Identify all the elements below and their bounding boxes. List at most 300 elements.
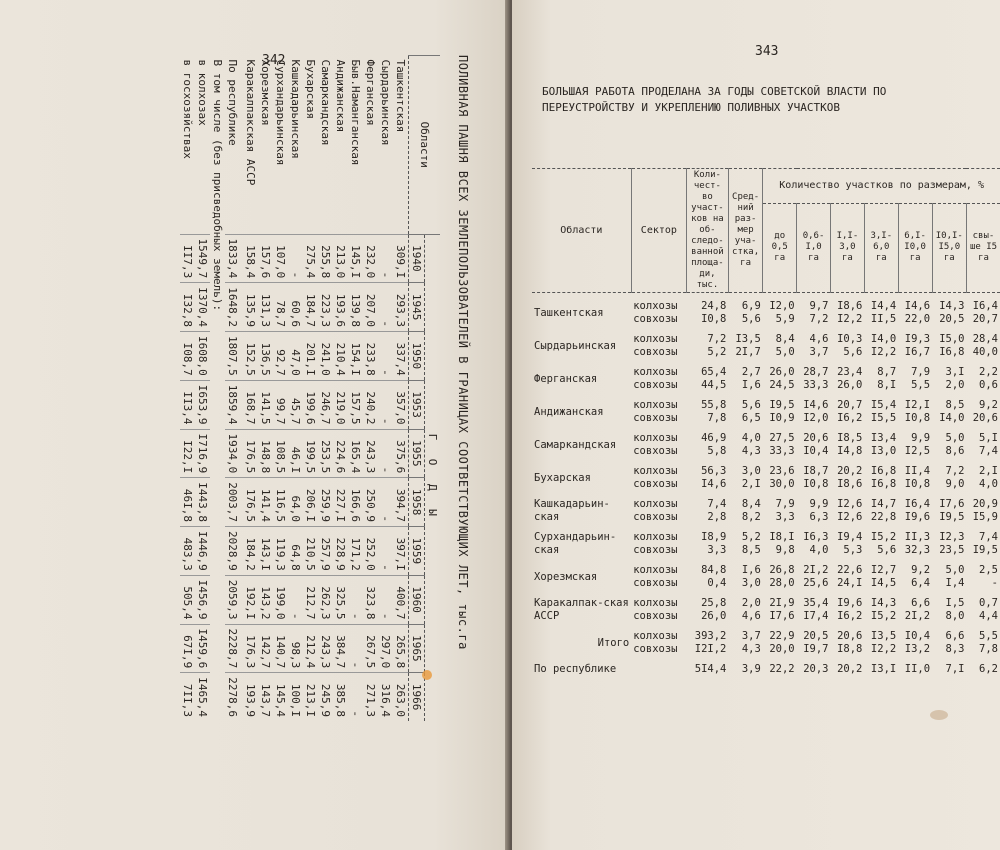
value-cell: I3,I bbox=[870, 663, 897, 675]
table-row bbox=[378, 56, 393, 722]
value-cell: 1859,4 bbox=[225, 380, 243, 429]
value-cell: I2,7 bbox=[870, 564, 897, 576]
row-gap bbox=[532, 392, 1000, 399]
value-cell: 64,0 bbox=[288, 478, 303, 527]
value-cell: 22,2 bbox=[769, 663, 795, 675]
value-cell: 176,3 bbox=[243, 624, 258, 673]
value-cell: 4,0 bbox=[741, 432, 761, 444]
region-name: Ташкентская bbox=[534, 306, 604, 319]
value-cell: 9,2 bbox=[911, 564, 931, 576]
value-cell: 4,0 bbox=[809, 544, 829, 556]
value-cell: 5,0 bbox=[945, 432, 965, 444]
value-cell: 108,5 bbox=[273, 429, 288, 478]
value-cell: 252,0 bbox=[363, 527, 378, 576]
value-cell: 5I4,4 bbox=[694, 663, 727, 675]
header-years-group: Г О Д Ы bbox=[425, 234, 441, 721]
region-name: Бухарская bbox=[534, 471, 591, 484]
value-cell: - bbox=[378, 478, 393, 527]
value-cell: 213,I bbox=[303, 673, 318, 721]
value-cell: 47,0 bbox=[288, 332, 303, 381]
value-cell: I2I,2 bbox=[694, 643, 727, 655]
value-cell: 5,9 bbox=[775, 313, 795, 325]
value-cell: 8,6 bbox=[945, 445, 965, 457]
row-gap bbox=[532, 656, 1000, 663]
note-label: В том числе (без присведобных земель): bbox=[211, 59, 224, 312]
region-name: Итого bbox=[597, 636, 630, 649]
value-cell: 28,4 bbox=[972, 333, 998, 345]
sector-label: совхозы bbox=[633, 379, 678, 391]
value-cell: 6,2 bbox=[979, 663, 998, 675]
value-cell: 9,9 bbox=[911, 432, 931, 444]
total-label: По республике bbox=[534, 663, 617, 675]
value-cell: 55,8 bbox=[701, 399, 727, 411]
value-cell: I5,9 bbox=[972, 511, 998, 523]
value-cell: 240,2 bbox=[363, 380, 378, 429]
value-cell: 20,5 bbox=[939, 313, 965, 325]
value-cell: 22,0 bbox=[904, 313, 931, 325]
value-cell: I2,2 bbox=[837, 313, 863, 325]
size-header: 0,6-I,0 га bbox=[797, 203, 831, 292]
value-cell: I6,8 bbox=[939, 346, 965, 358]
table-row bbox=[532, 498, 1000, 511]
value-cell: 5,5 bbox=[911, 379, 931, 391]
value-cell: 2,0 bbox=[741, 597, 761, 609]
value-cell: I6,2 bbox=[837, 412, 863, 424]
total-row bbox=[532, 663, 1000, 676]
value-cell: 20,3 bbox=[803, 663, 829, 675]
value-cell: 3,7 bbox=[741, 630, 761, 642]
table-row bbox=[532, 333, 1000, 346]
value-cell: 84,8 bbox=[701, 564, 727, 576]
value-cell: 263,0 bbox=[393, 673, 409, 721]
value-cell: I2,0 bbox=[803, 412, 829, 424]
value-cell: 7,8 bbox=[979, 643, 998, 655]
value-cell: I4,5 bbox=[870, 577, 897, 589]
value-cell: 35,4 bbox=[803, 597, 829, 609]
value-cell: I9,5 bbox=[972, 544, 998, 556]
value-cell: I6,8 bbox=[870, 465, 897, 477]
value-cell: 56,3 bbox=[701, 465, 727, 477]
value-cell: 5,6 bbox=[741, 313, 761, 325]
table-row bbox=[532, 366, 1000, 379]
row-gap bbox=[532, 326, 1000, 333]
value-cell: I5,2 bbox=[870, 610, 897, 622]
value-cell: 483,3 bbox=[180, 527, 195, 576]
sector-label: колхозы bbox=[633, 432, 678, 444]
value-cell: 148,8 bbox=[258, 429, 273, 478]
region-name: Сурхандарьинская bbox=[274, 59, 287, 166]
value-cell: I,6 bbox=[741, 564, 761, 576]
sector-label: совхозы bbox=[633, 544, 678, 556]
value-cell: I0,8 bbox=[701, 313, 727, 325]
value-cell: - bbox=[378, 380, 393, 429]
value-cell: - bbox=[991, 577, 998, 589]
table-row bbox=[348, 56, 363, 722]
value-cell: 212,4 bbox=[303, 624, 318, 673]
value-cell: 5,6 bbox=[741, 399, 761, 411]
region-name: Бухарская bbox=[304, 59, 317, 120]
value-cell: I608,0 bbox=[195, 332, 210, 381]
value-cell: I7,6 bbox=[939, 498, 965, 510]
sector-label: совхозы bbox=[633, 478, 678, 490]
region-name: в госхозяйствах bbox=[181, 59, 194, 159]
row-gap bbox=[532, 293, 1000, 301]
sector-label: колхозы bbox=[633, 498, 678, 510]
value-cell: I4,6 bbox=[803, 399, 829, 411]
value-cell: 64,8 bbox=[288, 527, 303, 576]
right-page-title: БОЛЬШАЯ РАБОТА ПРОДЕЛАНА ЗА ГОДЫ СОВЕТСКОЙ ВЛАСТИ ПО ПЕРЕУСТРОЙСТВУ И УКРЕПЛЕНИЮ ПОЛИВНЫХ УЧАСТКОВ bbox=[542, 85, 887, 114]
row-gap bbox=[532, 524, 1000, 531]
value-cell: I9,4 bbox=[837, 531, 863, 543]
year-header: 1959 bbox=[409, 527, 425, 576]
value-cell: 20,6 bbox=[837, 630, 863, 642]
value-cell: 1807,5 bbox=[225, 332, 243, 381]
value-cell: 40,0 bbox=[972, 346, 998, 358]
value-cell: I0,4 bbox=[803, 445, 829, 457]
value-cell: 143,7 bbox=[258, 673, 273, 721]
value-cell: I2,2 bbox=[870, 643, 897, 655]
value-cell: 20,5 bbox=[803, 630, 829, 642]
table-row bbox=[180, 56, 195, 722]
value-cell: I4,6 bbox=[701, 478, 727, 490]
value-cell: 8,3 bbox=[945, 643, 965, 655]
value-cell: 309,I bbox=[393, 234, 409, 283]
value-cell: I7,6 bbox=[769, 610, 795, 622]
value-cell: 199,6 bbox=[303, 380, 318, 429]
value-cell: 6,3 bbox=[809, 511, 829, 523]
sector-label: совхозы bbox=[633, 610, 678, 622]
value-cell: I9,7 bbox=[803, 643, 829, 655]
value-cell: 316,4 bbox=[378, 673, 393, 721]
value-cell: 246,7 bbox=[318, 380, 333, 429]
value-cell: 207,0 bbox=[363, 283, 378, 332]
value-cell: 3,3 bbox=[707, 544, 727, 556]
value-cell: II,3 bbox=[904, 531, 931, 543]
value-cell: 5,0 bbox=[945, 564, 965, 576]
sector-label: колхозы bbox=[633, 630, 678, 642]
value-cell: 5,3 bbox=[843, 544, 863, 556]
table-row bbox=[333, 56, 348, 722]
value-cell: I4,6 bbox=[904, 300, 931, 312]
region-name: Андижанская bbox=[534, 405, 604, 418]
value-cell: 2028,9 bbox=[225, 527, 243, 576]
value-cell: 176,5 bbox=[243, 478, 258, 527]
irrigated-land-table bbox=[180, 55, 440, 721]
year-header: 1940 bbox=[409, 234, 425, 283]
value-cell: 7,2 bbox=[809, 313, 829, 325]
value-cell: 152,5 bbox=[243, 332, 258, 381]
value-cell: II,0 bbox=[904, 663, 931, 675]
header-regions: Области bbox=[409, 56, 441, 235]
value-cell: I,5 bbox=[945, 597, 965, 609]
value-cell: 384,7 bbox=[333, 624, 348, 673]
value-cell: 2I,2 bbox=[803, 564, 829, 576]
value-cell: 219,0 bbox=[333, 380, 348, 429]
value-cell: 20,2 bbox=[837, 465, 863, 477]
value-cell: 2,5 bbox=[979, 564, 998, 576]
value-cell: II,4 bbox=[904, 465, 931, 477]
size-header: 3,I-6,0 га bbox=[864, 203, 898, 292]
value-cell: 400,7 bbox=[393, 575, 409, 624]
region-name: Каракалпак-ская АССР bbox=[534, 597, 629, 622]
value-cell: 206,I bbox=[303, 478, 318, 527]
region-name: Быв.Наманганская bbox=[349, 59, 362, 166]
value-cell: 397,I bbox=[393, 527, 409, 576]
page-number-left: 342 bbox=[262, 53, 286, 68]
row-gap bbox=[532, 491, 1000, 498]
value-cell: I4,8 bbox=[837, 445, 863, 457]
value-cell: 46,I bbox=[288, 429, 303, 478]
plots-table bbox=[532, 168, 1000, 676]
region-name: Ферганская bbox=[534, 372, 598, 385]
size-header: до 0,5 га bbox=[763, 203, 797, 292]
value-cell: 135,9 bbox=[243, 283, 258, 332]
value-cell: 67I,9 bbox=[180, 624, 195, 673]
year-header: 1953 bbox=[409, 380, 425, 429]
value-cell: 243,3 bbox=[363, 429, 378, 478]
table-row bbox=[532, 630, 1000, 643]
size-header: I0,I-I5,0 га bbox=[932, 203, 966, 292]
value-cell: 22,6 bbox=[837, 564, 863, 576]
value-cell: 1648,2 bbox=[225, 283, 243, 332]
value-cell: 2,7 bbox=[741, 366, 761, 378]
value-cell: 2I,9 bbox=[769, 597, 795, 609]
right-page bbox=[512, 0, 1000, 850]
left-table-body bbox=[180, 56, 409, 722]
value-cell: 157,5 bbox=[348, 380, 363, 429]
value-cell: - bbox=[378, 234, 393, 283]
value-cell: 26,8 bbox=[769, 564, 795, 576]
table-row bbox=[258, 56, 273, 722]
size-header: 6,I-I0,0 га bbox=[898, 203, 932, 292]
sector-label: колхозы bbox=[633, 531, 678, 543]
value-cell: 7,4 bbox=[707, 498, 727, 510]
header-count: Коли-чест-во участ-ков на об-следо-ванной площа-ди, тыс. bbox=[686, 169, 728, 293]
region-name: в колхозах bbox=[196, 59, 209, 126]
value-cell: 23,6 bbox=[769, 465, 795, 477]
value-cell: 26,0 bbox=[701, 610, 727, 622]
value-cell: 8,5 bbox=[945, 399, 965, 411]
value-cell: 3,I bbox=[945, 366, 965, 378]
table-row bbox=[303, 56, 318, 722]
value-cell: 65,4 bbox=[701, 366, 727, 378]
value-cell: 8,0 bbox=[945, 610, 965, 622]
value-cell: II7,3 bbox=[180, 234, 195, 283]
header-sector: Сектор bbox=[631, 169, 686, 293]
table-row bbox=[273, 56, 288, 722]
value-cell: I4,7 bbox=[870, 498, 897, 510]
value-cell: 212,7 bbox=[303, 575, 318, 624]
value-cell: 6,5 bbox=[741, 412, 761, 424]
value-cell: 2228,7 bbox=[225, 624, 243, 673]
value-cell: 176,5 bbox=[243, 429, 258, 478]
value-cell: 255,8 bbox=[318, 234, 333, 283]
paper-stain bbox=[930, 710, 948, 720]
value-cell: 78,7 bbox=[273, 283, 288, 332]
value-cell: 100,I bbox=[288, 673, 303, 721]
value-cell: 199,5 bbox=[303, 429, 318, 478]
value-cell: 20,7 bbox=[972, 313, 998, 325]
value-cell: 265,8 bbox=[393, 624, 409, 673]
value-cell: 46I,8 bbox=[180, 478, 195, 527]
value-cell: 394,7 bbox=[393, 478, 409, 527]
value-cell: I7,4 bbox=[803, 610, 829, 622]
value-cell: 7,4 bbox=[979, 445, 998, 457]
sector-label: колхозы bbox=[633, 399, 678, 411]
value-cell: 199,0 bbox=[273, 575, 288, 624]
value-cell: - bbox=[348, 575, 363, 624]
value-cell: 166,6 bbox=[348, 478, 363, 527]
row-gap bbox=[532, 557, 1000, 564]
value-cell: I3,4 bbox=[870, 432, 897, 444]
value-cell: 323,8 bbox=[363, 575, 378, 624]
year-header: 1955 bbox=[409, 429, 425, 478]
value-cell: 6,4 bbox=[911, 577, 931, 589]
value-cell: 5,2 bbox=[707, 346, 727, 358]
value-cell: 7,2 bbox=[707, 333, 727, 345]
value-cell: 271,3 bbox=[363, 673, 378, 721]
value-cell: 7II,3 bbox=[180, 673, 195, 721]
value-cell: 2278,6 bbox=[225, 673, 243, 721]
value-cell: 165,4 bbox=[348, 429, 363, 478]
value-cell: 158,4 bbox=[243, 234, 258, 283]
value-cell: - bbox=[288, 234, 303, 283]
value-cell: I6,4 bbox=[904, 498, 931, 510]
value-cell: I3,5 bbox=[735, 333, 761, 345]
value-cell: I22,I bbox=[180, 429, 195, 478]
paper-stain bbox=[422, 670, 432, 680]
value-cell: 9,8 bbox=[775, 544, 795, 556]
value-cell: 3,9 bbox=[741, 663, 761, 675]
value-cell: 22,8 bbox=[870, 511, 897, 523]
value-cell: 154,I bbox=[348, 332, 363, 381]
value-cell: 9,2 bbox=[979, 399, 998, 411]
value-cell: I4,3 bbox=[870, 597, 897, 609]
value-cell: 140,7 bbox=[273, 624, 288, 673]
region-name: Кашкадарьин-ская bbox=[534, 498, 610, 523]
value-cell: I459,6 bbox=[195, 624, 210, 673]
value-cell: I5,2 bbox=[870, 531, 897, 543]
value-cell: 201,I bbox=[303, 332, 318, 381]
value-cell: 157,6 bbox=[258, 234, 273, 283]
value-cell: I5,4 bbox=[870, 399, 897, 411]
value-cell: 107,0 bbox=[273, 234, 288, 283]
value-cell: I456,9 bbox=[195, 575, 210, 624]
value-cell: 24,I bbox=[837, 577, 863, 589]
value-cell: 25,8 bbox=[701, 597, 727, 609]
region-name: Самаркандская bbox=[319, 59, 332, 146]
table-row bbox=[243, 56, 258, 722]
value-cell: 141,5 bbox=[258, 380, 273, 429]
region-name: Ферганская bbox=[364, 59, 377, 126]
value-cell: 257,9 bbox=[318, 527, 333, 576]
value-cell: 262,3 bbox=[318, 575, 333, 624]
value-cell: 143,I bbox=[258, 527, 273, 576]
value-cell: I0,8 bbox=[904, 478, 931, 490]
value-cell: 4,3 bbox=[741, 643, 761, 655]
value-cell: 24,8 bbox=[701, 300, 727, 312]
value-cell: I4,3 bbox=[939, 300, 965, 312]
size-header: I,I-3,0 га bbox=[831, 203, 865, 292]
value-cell: - bbox=[378, 283, 393, 332]
value-cell: 145,I bbox=[348, 234, 363, 283]
value-cell: 293,3 bbox=[393, 283, 409, 332]
region-name: Хорезмская bbox=[534, 570, 598, 583]
value-cell: 8,4 bbox=[741, 498, 761, 510]
value-cell: 4,4 bbox=[979, 610, 998, 622]
value-cell: I5,0 bbox=[939, 333, 965, 345]
value-cell: I0,4 bbox=[904, 630, 931, 642]
table-row bbox=[532, 432, 1000, 445]
header-size-group: Количество участков по размерам, % bbox=[763, 169, 1000, 204]
value-cell: - bbox=[348, 673, 363, 721]
value-cell: 98,3 bbox=[288, 624, 303, 673]
value-cell: 259,9 bbox=[318, 478, 333, 527]
value-cell: I653,9 bbox=[195, 380, 210, 429]
value-cell: I2,2 bbox=[870, 346, 897, 358]
region-name: Самаркандская bbox=[534, 438, 617, 451]
table-row bbox=[532, 531, 1000, 544]
value-cell: 6,9 bbox=[741, 300, 761, 312]
value-cell: 28,0 bbox=[769, 577, 795, 589]
value-cell: 192,I bbox=[243, 575, 258, 624]
value-cell: 28,7 bbox=[803, 366, 829, 378]
size-header: свы-ше I5 га bbox=[966, 203, 1000, 292]
value-cell: 375,6 bbox=[393, 429, 409, 478]
value-cell: I2,6 bbox=[837, 511, 863, 523]
value-cell: - bbox=[378, 527, 393, 576]
value-cell: 4,6 bbox=[741, 610, 761, 622]
row-gap bbox=[532, 590, 1000, 597]
table-row bbox=[532, 465, 1000, 478]
sector-label: совхозы bbox=[633, 412, 678, 424]
value-cell: 337,4 bbox=[393, 332, 409, 381]
value-cell: I9,5 bbox=[939, 511, 965, 523]
value-cell: I9,6 bbox=[837, 597, 863, 609]
value-cell: - bbox=[378, 332, 393, 381]
value-cell: 4,3 bbox=[741, 445, 761, 457]
value-cell: 4,0 bbox=[979, 478, 998, 490]
region-name: Каракалпакская АССР bbox=[244, 59, 257, 186]
value-cell: 33,3 bbox=[769, 445, 795, 457]
value-cell: 184,2 bbox=[243, 527, 258, 576]
value-cell: 26,0 bbox=[837, 379, 863, 391]
value-cell: I5,5 bbox=[870, 412, 897, 424]
value-cell: 8,5 bbox=[741, 544, 761, 556]
value-cell: 27,5 bbox=[769, 432, 795, 444]
sector-label: колхозы bbox=[633, 300, 678, 312]
page-number-right: 343 bbox=[755, 44, 779, 59]
value-cell: 23,5 bbox=[939, 544, 965, 556]
sector-label: совхозы bbox=[633, 346, 678, 358]
value-cell: 297,0 bbox=[378, 624, 393, 673]
sector-label: совхозы bbox=[633, 511, 678, 523]
value-cell: 2I,7 bbox=[735, 346, 761, 358]
value-cell: 3,7 bbox=[809, 346, 829, 358]
value-cell: I8,6 bbox=[837, 300, 863, 312]
value-cell: I4,0 bbox=[939, 412, 965, 424]
value-cell: 33,3 bbox=[803, 379, 829, 391]
value-cell: I0,8 bbox=[803, 478, 829, 490]
value-cell: - bbox=[378, 575, 393, 624]
region-name: Ташкентская bbox=[394, 59, 407, 133]
value-cell: II,5 bbox=[870, 313, 897, 325]
table-row bbox=[318, 56, 333, 722]
value-cell: I3,2 bbox=[904, 643, 931, 655]
table-row bbox=[532, 399, 1000, 412]
value-cell: 26,0 bbox=[769, 366, 795, 378]
value-cell: 5,2 bbox=[741, 531, 761, 543]
